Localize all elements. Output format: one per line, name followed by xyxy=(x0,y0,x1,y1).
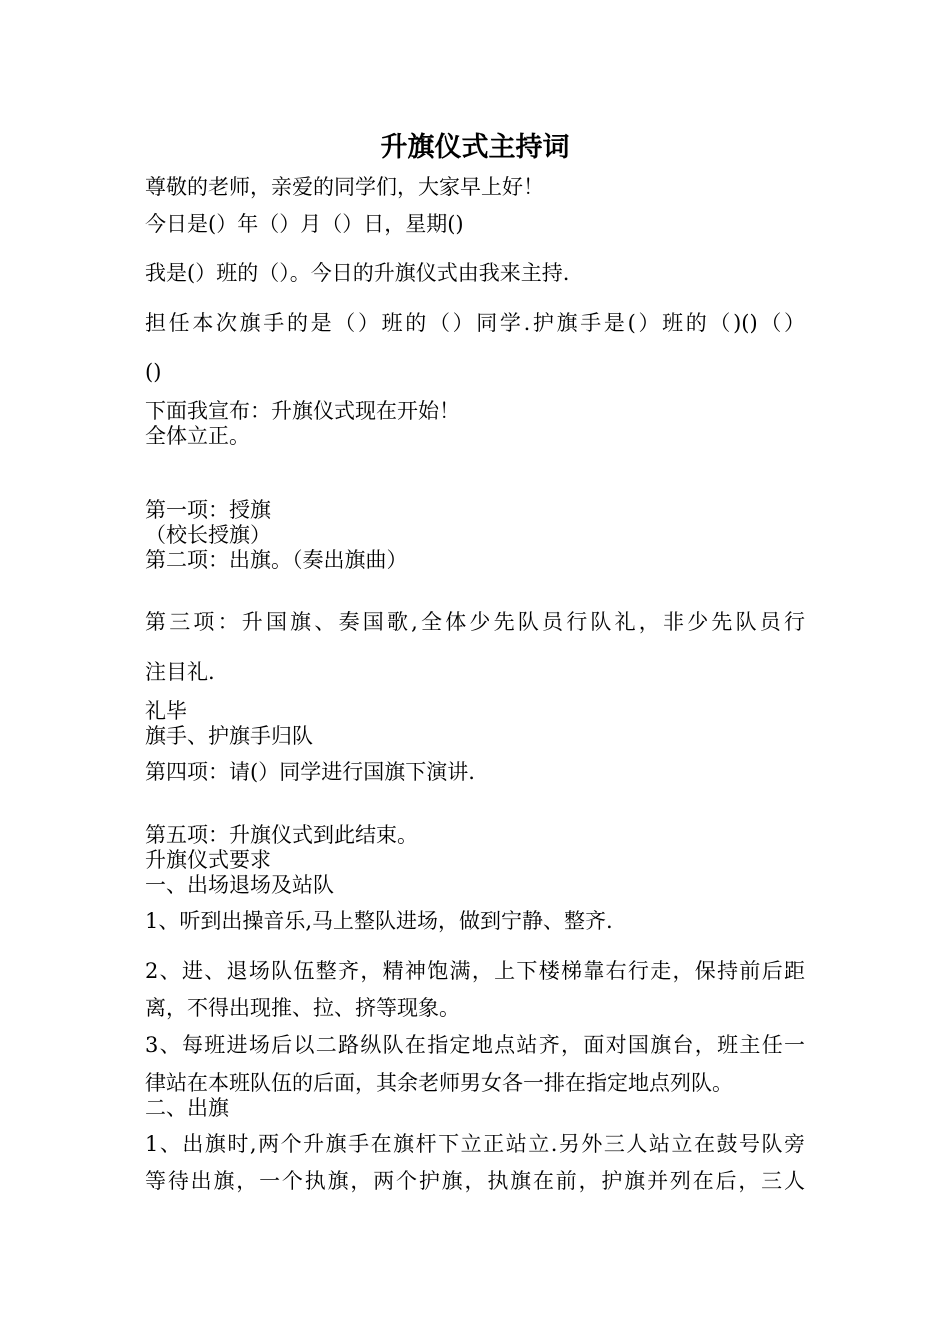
rule-2-line-cont: 离，不得出现推、拉、挤等现象。 xyxy=(145,996,460,1020)
attention-line: 全体立正。 xyxy=(145,424,250,448)
item-five-line: 第五项：升旗仪式到此结束。 xyxy=(145,823,418,847)
section-one-heading: 一、出场退场及站队 xyxy=(145,873,334,897)
item-one-note: （校长授旗） xyxy=(145,523,271,547)
rule-3-line: 3、每班进场后以二路纵队在指定地点站齐，面对国旗台，班主任一 xyxy=(145,1033,805,1057)
flag-out-rule-line-cont: 等待出旗，一个执旗，两个护旗，执旗在前，护旗并列在后，三人 xyxy=(145,1169,805,1193)
item-three-line-cont: 注目礼. xyxy=(145,660,215,684)
flag-bearer-line-cont: () xyxy=(145,360,162,384)
item-one-line: 第一项：授旗 xyxy=(145,498,271,522)
item-three-line: 第三项：升国旗、奏国歌,全体少先队员行队礼，非少先队员行 xyxy=(145,610,805,634)
date-line: 今日是(）年（）月（）日，星期() xyxy=(145,212,464,236)
document-title: 升旗仪式主持词 xyxy=(380,132,570,163)
greeting-line: 尊敬的老师，亲爱的同学们，大家早上好！ xyxy=(145,175,544,199)
item-two-line: 第二项：出旗。（奏出旗曲） xyxy=(145,548,408,572)
return-line: 旗手、护旗手归队 xyxy=(145,724,313,748)
host-line: 我是(）班的（）。今日的升旗仪式由我来主持. xyxy=(145,261,570,285)
requirements-heading: 升旗仪式要求 xyxy=(145,848,271,872)
flag-out-rule-line: 1、出旗时,两个升旗手在旗杆下立正站立.另外三人站立在鼓号队旁 xyxy=(145,1132,805,1156)
section-two-heading: 二、出旗 xyxy=(145,1096,229,1120)
rule-3-line-cont: 律站在本班队伍的后面，其余老师男女各一排在指定地点列队。 xyxy=(145,1071,733,1095)
salute-end-line: 礼毕 xyxy=(145,699,187,723)
rule-2-line: 2、进、退场队伍整齐，精神饱满，上下楼梯靠右行走，保持前后距 xyxy=(145,959,805,983)
item-four-line: 第四项：请(）同学进行国旗下演讲. xyxy=(145,760,475,784)
announce-line: 下面我宣布：升旗仪式现在开始！ xyxy=(145,399,460,423)
rule-1-line: 1、听到出操音乐,马上整队进场，做到宁静、整齐. xyxy=(145,909,613,933)
flag-bearer-line: 担任本次旗手的是（）班的（）同学.护旗手是(）班的（)()（） xyxy=(145,311,805,335)
